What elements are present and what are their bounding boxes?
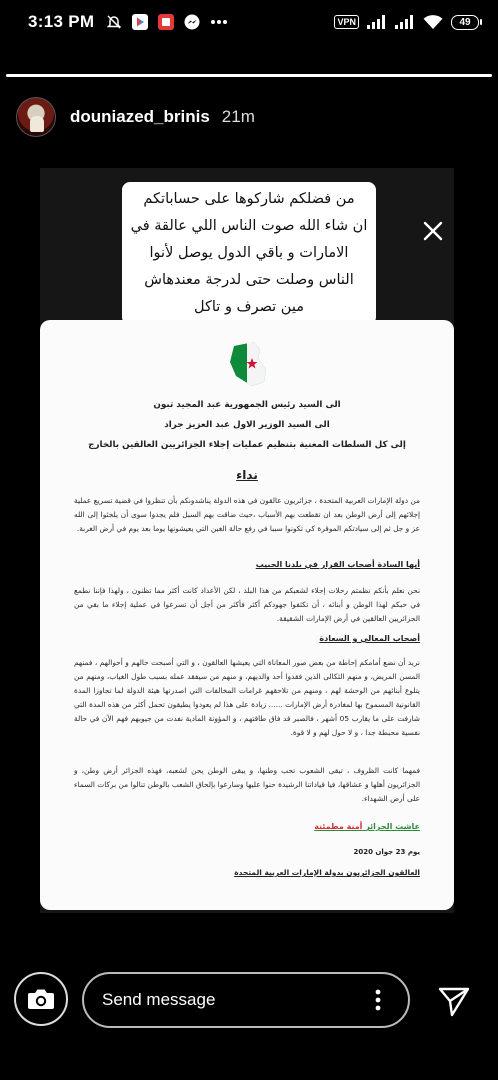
status-time: 3:13 PM bbox=[28, 12, 95, 31]
battery-level: 49 bbox=[451, 15, 479, 30]
appeal-document bbox=[40, 320, 454, 910]
caption-line: من فضلكم شاركوها على حساباتكم bbox=[143, 191, 355, 207]
caption-line: الناس وصلت حتى لدرجة معندهاش bbox=[144, 272, 354, 288]
algeria-flag-map-icon bbox=[224, 340, 270, 388]
caption-line: الامارات و باقي الدول يوصل لأنوا bbox=[149, 245, 349, 261]
messenger-icon bbox=[184, 14, 200, 30]
message-input[interactable] bbox=[102, 990, 358, 1010]
caption-line: ان شاء الله صوت الناس اللي عالقة في bbox=[130, 218, 368, 234]
story-progress-bar bbox=[6, 74, 492, 77]
caption-line: مين تصرف و تاكل bbox=[194, 299, 304, 315]
address-line: الى السيد الوزير الاول عبد العزيز جراد bbox=[164, 420, 330, 430]
address-line: إلى كل السلطات المعنية بتنظيم عمليات إجلاء الجزائريين العالقين بالخارج bbox=[88, 440, 406, 450]
username[interactable]: douniazed_brinis bbox=[70, 107, 210, 126]
play-store-icon bbox=[132, 14, 148, 30]
mute-icon bbox=[106, 14, 122, 30]
document-signature: العالقون الجزائريون بدولة الإمارات العربية المتحدة bbox=[234, 868, 420, 877]
document-paragraph: نريد أن نضع أمامكم إحاطة من بعض صور المعاناة التي يعيشها العالقون ، و التي أصبحت حالهم و أحوالهم ، فمنهم المسن المريض، و منهم الثكالى الذين فقدوا أحد والديهم، و منهم من سيفقد عمله بسبب طول الغياب، ومنهم من يتلوع أبنائهم من الوحشة لهم ، ومنهم من تلاحقهم غرامات المخالفات التي اصدرتها هيئة الدولة لما تجاوزا المدة القانونية المسموح بها لمغادرة أرض الإمارات ...... زيادة على هذا لم يعودوا يطيقون تحمل أكثر من هذه المدة التي شارفت على ما يقارب 05 أشهر ، فالصبر قد فاق طاقتهم ، و المؤونة المادية نفدت من جيوبهم فهم الآن في حالة نفسية محبطة جدا ، و لا حول لهم و لا قوة. bbox=[74, 658, 420, 737]
slogan-green: عاشت الجزائر bbox=[365, 822, 420, 831]
story-progress-fill bbox=[6, 74, 492, 77]
story-time-ago: 21m bbox=[221, 107, 255, 126]
document-subheading: أصحاب المعالي و السعادة bbox=[319, 634, 420, 643]
document-heading: نداء bbox=[236, 468, 258, 482]
signal-icon bbox=[367, 15, 387, 29]
app-icon bbox=[158, 14, 174, 30]
more-options-icon bbox=[375, 989, 381, 1011]
document-paragraph: نحن نعلم بأنكم نظمتم رحلات إجلاء لشعبكم من هذا البلد ، لكن الأعداد كانت أكثر مما تظنون ، ولهذا فإننا نطمع في حبكم لهذا الوطن و أبنائه ، أن تكثفوا جهودكم أكثر فأكثر من أجل أن تسرعوا في عملية إجلاء ما بقي من الجزائريين العالقين في أرض الإمارات الشقيقة. bbox=[74, 586, 420, 623]
story-header[interactable] bbox=[16, 96, 255, 138]
battery-icon bbox=[451, 15, 482, 30]
story-caption bbox=[122, 182, 376, 325]
camera-icon bbox=[27, 987, 55, 1011]
message-composer[interactable] bbox=[82, 972, 410, 1028]
wifi-icon bbox=[423, 15, 443, 30]
document-date: يوم 23 جوان 2020 bbox=[353, 848, 420, 856]
vpn-badge: VPN bbox=[334, 15, 359, 29]
avatar[interactable] bbox=[16, 97, 56, 137]
more-dots-icon bbox=[210, 19, 228, 25]
document-paragraph: فمهما كانت الظروف ، تبقى الشعوب تحب وطنها، و يبقى الوطن يحن لشعبه، فهذه الجزائر أرض وطن، و الجزائريون أهلها و عشاقها، فيا قياداتنا الرشيدة حنوا عليها وسارعوا بإلحاق الشعب بالوطن تنالوا من بركات السماء على أرض الشهداء. bbox=[74, 766, 420, 803]
system-icons bbox=[334, 15, 482, 30]
signal-icon bbox=[395, 15, 415, 29]
more-options-button[interactable] bbox=[358, 980, 398, 1020]
document-subheading: أيها السادة أصحاب القرار في بلدنا الحبيب bbox=[255, 560, 420, 569]
camera-button[interactable] bbox=[14, 972, 68, 1026]
send-button[interactable] bbox=[432, 980, 476, 1024]
status-bar bbox=[0, 0, 498, 44]
send-icon bbox=[438, 987, 470, 1017]
slogan-red: أمنة مطمئنة bbox=[314, 822, 363, 831]
document-paragraph: من دولة الإمارات العربية المتحدة ، جزائريون عالقون في هذه الدولة يناشدونكم بأن تنظروا في قضية تسريع عملية إجلائهم إلى أرض الوطن بعد ان تقطعت بهم الأسباب ،حيث ضاقت بهم السبل فلم يجدوا سوى أن يلجئوا إلى الله عز و جل ثم إلى سيادتكم الموقرة كي تكونوا سببا في رفع حالة الغبن التي يعيشونها يوما بعد يوم في أرض الغربة. bbox=[74, 496, 420, 533]
document-slogan bbox=[314, 822, 420, 831]
notification-icons bbox=[106, 14, 228, 30]
close-icon[interactable] bbox=[418, 216, 448, 246]
address-line: الى السيد رئيس الجمهورية عبد المجيد تبون bbox=[153, 400, 341, 410]
